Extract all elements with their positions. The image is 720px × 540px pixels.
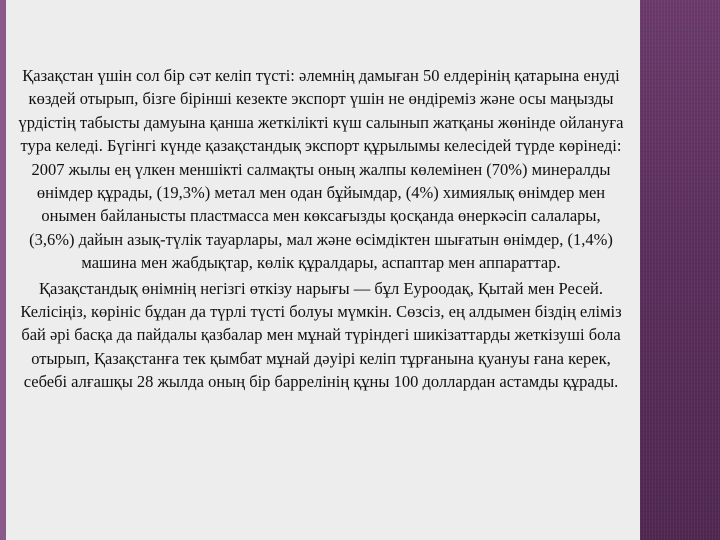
decorative-side-panel — [640, 0, 720, 540]
paragraph-1: Қазақстан үшін сол бір сәт келіп түсті: әлемнің дамыған 50 елдерінің қатарына енуді көздей отырып, бізге бірінші кезекте экспорт үшін не өндіреміз және осы маңызды үрдістің табысты дамуына қанша жеткілікті күш салынып жатқаны жөнінде ойлануға тура келеді. Бүгінгі күнде қазақстандық экспорт құрылымы келесідей түрде көрінеді: 2007 жылы ең үлкен меншікті салмақты оның жалпы көлемінен (70%) минералды өнімдер құрады, (19,3%) метал мен одан бұйымдар, (4%) химиялық өнімдер мен онымен байланысты пластмасса мен көксағызды қосқанда өнеркәсіп салалары, (3,6%) дайын азық-түлік тауарлары, мал және өсімдіктен шығатын өнімдер, (1,4%) машина мен жабдықтар, көлік құралдары, аспаптар мен аппараттар. — [18, 66, 624, 273]
slide-body — [8, 64, 634, 394]
paragraph-2: Қазақстандық өнімнің негізгі өткізу нарығы — бұл Еуроодақ, Қытай мен Ресей. Келісіңіз, көрініс бұдан да түрлі түсті болуы мүмкін. Сөзсіз, ең алдымен біздің еліміз бай әрі басқа да пайдалы қазбалар мен мұнай түріндегі шикізаттарды жеткізуші бола отырып, Қазақстанға тек қымбат мұнай дәуірі келіп тұрғанына қуануы ғана керек, себебі алғашқы 28 жылда оның бір баррелінің құны 100 доллардан астамды құрады. — [20, 278, 622, 392]
left-accent-bar — [0, 0, 6, 540]
